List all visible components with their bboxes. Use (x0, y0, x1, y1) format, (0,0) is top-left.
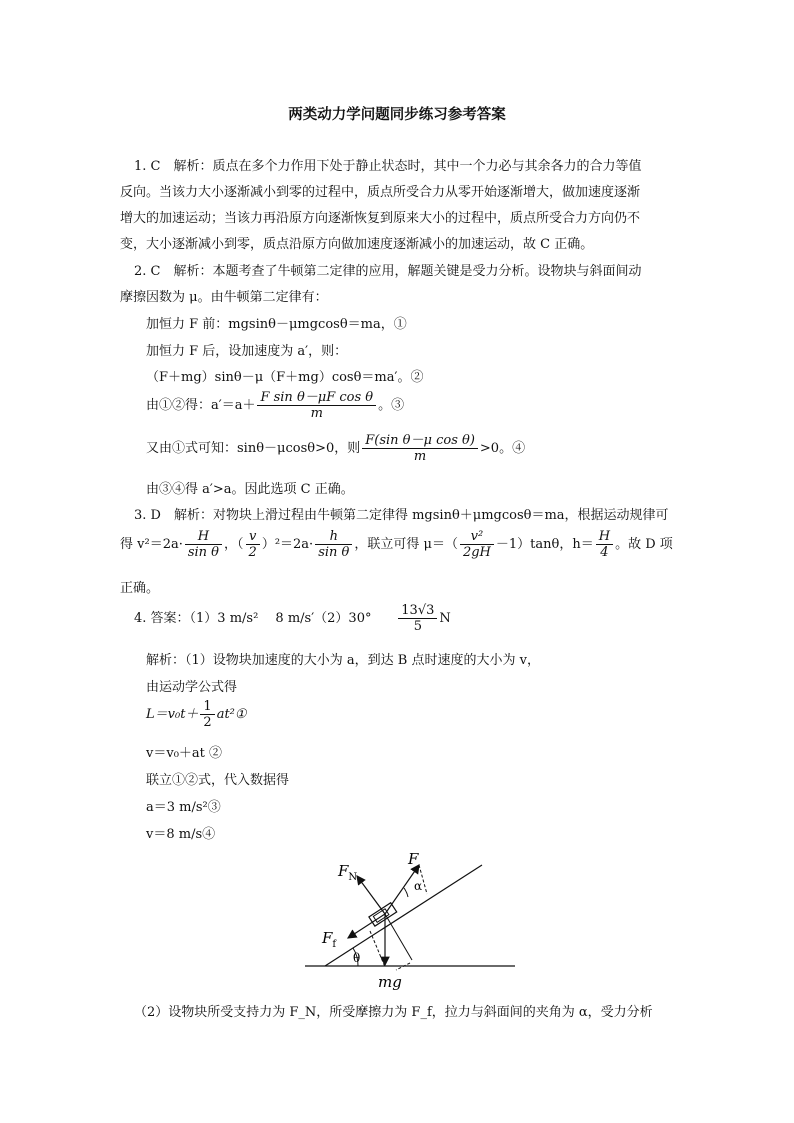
fraction (596, 529, 613, 560)
q1-line-2: 反向。当该力大小逐渐减小到零的过程中，质点所受合力从零开始逐渐增大，做加速度逐渐 (120, 185, 641, 200)
q2-line-8: 由③④得 a′>a。因此选项 C 正确。 (146, 482, 354, 497)
q2-line-6 (146, 390, 404, 421)
q1-line-3: 增大的加速运动；当该力再沿原方向逐渐恢复到原来大小的过程中，质点所受合力方向仍不 (120, 211, 641, 226)
numerator: v (246, 529, 260, 545)
q3-line-1: 3. D 解析：对物块上滑过程由牛顿第二定律得 mgsinθ＋μmgcosθ＝ma，根据运动规律可 (134, 508, 669, 523)
q3-seg-a: 得 v²＝2a· (120, 537, 183, 552)
fraction (200, 699, 214, 730)
page-title: 两类动力学问题同步练习参考答案 (288, 107, 506, 123)
q4-answer: 4. 答案：（1）3 m/s² 8 m/s′（2）30° (134, 611, 372, 626)
q4-line-7: a＝3 m/s²③ (146, 800, 221, 815)
q1-line-4: 变，大小逐渐减小到零，质点沿原方向做加速度逐渐减小的加速运动，故 C 正确。 (120, 237, 594, 252)
q2-line-5: （F＋mg）sinθ－μ（F＋mg）cosθ＝ma′。② (146, 370, 424, 385)
friction-force-arrow (348, 914, 385, 938)
q3-seg-d: ，联立可得 μ＝（ (354, 537, 458, 552)
ff-label: $F_f$ (322, 929, 337, 950)
numerator: H (596, 529, 613, 545)
q2-line-2: 摩擦因数为 μ。由牛顿第二定律有： (120, 290, 328, 305)
numerator: F(sin θ－μ cos θ) (362, 433, 478, 449)
q3-line-3: 正确。 (120, 581, 160, 596)
q4-line-3: 由运动学公式得 (146, 680, 238, 695)
q4-eq-b: at²① (216, 707, 247, 722)
q2-line-3: 加恒力 F 前：mgsinθ－μmgcosθ＝ma，① (146, 317, 407, 332)
q3-seg-c: ）²＝2a· (261, 537, 314, 552)
fraction (246, 529, 260, 560)
denominator: 4 (600, 545, 609, 560)
denominator: sin θ (318, 545, 350, 560)
alpha-arc (404, 888, 408, 897)
numerator: H (185, 529, 222, 545)
numerator: F sin θ－μF cos θ (257, 390, 376, 406)
q2-line-7 (146, 433, 525, 464)
q1-line-1: 1. C 解析：质点在多个力作用下处于静止状态时，其中一个力必与其余各力的合力等值 (134, 159, 642, 174)
f-label: F (408, 850, 419, 868)
denominator: m (310, 406, 323, 421)
numerator: 13√3 (398, 603, 437, 619)
denominator: 2gH (462, 545, 491, 560)
component-line (385, 914, 412, 960)
q4-line-8: v＝8 m/s④ (146, 827, 216, 842)
q4-line-1 (134, 603, 451, 634)
theta-label: θ (353, 951, 361, 965)
fn-label: $F_N$ (338, 862, 358, 883)
fraction (362, 433, 478, 464)
denominator: 2 (248, 545, 257, 560)
q3-seg-b: ，（ (224, 537, 244, 552)
q2-line-7-pre: 又由①式可知：sinθ－μcosθ>0，则 (146, 441, 361, 456)
numerator: h (315, 529, 352, 545)
q4-line-2: 解析：（1）设物块加速度的大小为 a，到达 B 点时速度的大小为 v， (146, 653, 540, 668)
q4-line-9: （2）设物块所受支持力为 F_N，所受摩擦力为 F_f，拉力与斜面间的夹角为 α，受力分析 (134, 1005, 653, 1020)
force-diagram (300, 846, 525, 996)
alpha-label: α (414, 879, 423, 893)
q4-line-6: 联立①②式，代入数据得 (146, 773, 290, 788)
fraction (460, 529, 494, 560)
q4-line-4 (146, 699, 247, 730)
fraction (315, 529, 352, 560)
fraction (185, 529, 222, 560)
q2-line-7-post: >0。④ (479, 441, 526, 456)
q3-seg-e: －1）tanθ，h＝ (495, 537, 594, 552)
fraction (398, 603, 437, 634)
unit: N (439, 611, 451, 626)
q4-line-5: v＝v₀＋at ② (146, 746, 223, 761)
dashed-line-2 (370, 931, 385, 967)
denominator: 5 (413, 619, 422, 634)
denominator: 2 (203, 715, 212, 730)
fraction (257, 390, 376, 421)
q4-eq-a: L＝v₀t＋ (146, 707, 199, 722)
q2-line-1: 2. C 解析：本题考查了牛顿第二定律的应用，解题关键是受力分析。设物块与斜面间动 (134, 264, 642, 279)
numerator: v² (460, 529, 494, 545)
q2-line-4: 加恒力 F 后，设加速度为 a′，则： (146, 344, 348, 359)
q2-line-6-post: 。③ (378, 398, 405, 413)
q3-line-2 (120, 529, 673, 560)
mg-label: mg (378, 973, 402, 991)
denominator: sin θ (187, 545, 220, 560)
q3-seg-f: 。故 D 项 (615, 537, 673, 552)
normal-force-arrow (357, 876, 385, 914)
numerator: 1 (200, 699, 214, 715)
denominator: m (413, 449, 427, 464)
q2-line-6-pre: 由①②得：a′＝a＋ (146, 398, 256, 413)
